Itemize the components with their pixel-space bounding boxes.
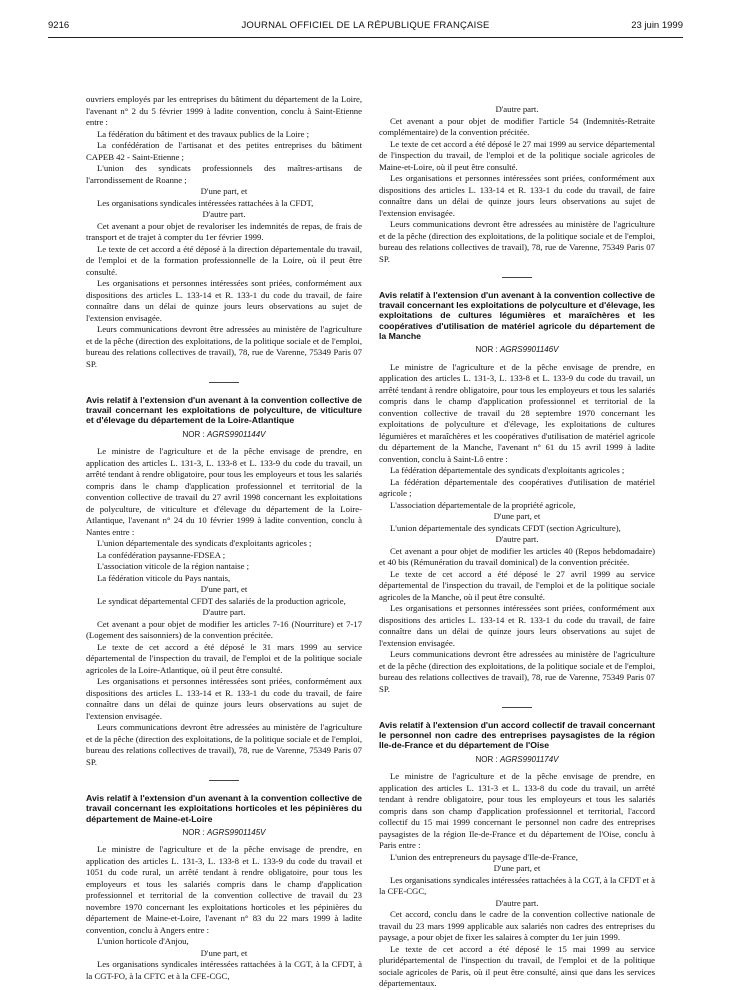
paragraph: Les organisations et personnes intéressées sont priées, conformément aux dispositions des articles L. 133-14 et R. 133-1 du code du travail, de faire connaître dans un délai de quinze jours leurs observations au sujet de l'extension envisagée. — [379, 173, 655, 218]
paragraph: L'association départementale de la propriété agricole, — [390, 499, 576, 510]
nor-code: AGRS9901144V — [206, 429, 266, 439]
paragraph: D'une part, et — [200, 584, 248, 595]
paragraph: Le ministre de l'agriculture et de la pêche envisage de prendre, en application des articles L. 131-3 et L. 133-8 du code du travail, un arrêté tendant à rendre obligatoire, pour tous les employeurs et tous les salariés compris dans son champ d'application professionnel et territorial, l'accord collectif du 15 mai 1999 concernant le personnel non cadre des entreprises paysagistes de la région Ile-de-France et du département de l'Oise, conclu à Paris entre : — [379, 771, 655, 851]
paragraph: D'une part, et — [200, 186, 248, 196]
nor-reference — [379, 754, 655, 766]
page-header — [48, 20, 683, 38]
paragraph: L'union horticole d'Anjou, — [97, 936, 189, 947]
paragraph: Le ministre de l'agriculture et de la pêche envisage de prendre, en application des articles L. 131-3, L. 133-8 et L. 133-9 du code du travail, un arrêté tendant à rendre obligatoire, pour tous les employeurs et tous les salariés compris dans le champ d'application professionnel et territorial de la convention collective de travail du 28 septembre 1970 concernant les exploitations de polyculture et d'élevage, les exploitations de cultures légumières et maraîchères et les coopératives d'utilisation de matériel agricole du département de la Manche, l'avenant n° 61 du 15 avril 1999 à ladite convention, conclu à Saint-Lô entre : — [379, 361, 655, 464]
nor-label: NOR : — [475, 345, 498, 355]
paragraph: D'autre part. — [495, 897, 539, 908]
paragraph: Leurs communications devront être adressées au ministère de l'agriculture et de la pêche (direction des exploitations, de la politique sociale et de l'emploi, bureau des relations collectives de travail), 78, rue de Varenne, 75349 Paris 07 SP. — [379, 649, 655, 694]
nor-reference — [86, 827, 362, 839]
left-column — [86, 94, 362, 982]
paragraph: Les organisations et personnes intéressées sont priées, conformément aux dispositions des articles L. 133-14 et R. 133-1 du code du travail, de faire connaître dans un délai de quinze jours leurs observations au sujet de l'extension envisagée. — [379, 603, 655, 648]
paragraph: La fédération départementale des coopératives d'utilisation de matériel agricole ; — [379, 476, 655, 499]
paragraph: ouvriers employés par les entreprises du bâtiment du département de la Loire, l'avenant n° 2 du 5 février 1999 à ladite convention, conclu à Saint-Etienne entre : — [86, 94, 362, 127]
nor-code: AGRS9901174V — [499, 754, 559, 764]
nor-code: AGRS9901146V — [499, 345, 559, 355]
section-divider — [502, 277, 532, 278]
right-column — [379, 104, 655, 990]
nor-code: AGRS9901145V — [206, 827, 266, 837]
paragraph: D'autre part. — [202, 209, 246, 219]
paragraph: Le texte de cet accord a été déposé le 27 avril 1999 au service départemental de l'inspection du travail, de l'emploi et de la politique sociale agricoles de la Manche, où il peut être consulté. — [379, 568, 655, 602]
paragraph: Le ministre de l'agriculture et de la pêche envisage de prendre, en application des articles L. 131-3, L. 133-8 et L. 133-9 du code du travail, un arrêté tendant à rendre obligatoire, pour tous les employeurs et tous les salariés compris dans le champ d'application professionnel et territorial de la convention collective de travail du 27 avril 1998 concernant les exploitations de polyculture, de viticulture et d'élevage du département de la Loire-Atlantique, l'avenant n° 24 du 10 février 1999 à ladite convention, conclu à Nantes entre : — [86, 446, 362, 537]
paragraph: Le texte de cet accord a été déposé le 31 mars 1999 au service départemental de l'inspection du travail, de l'emploi et de la politique sociale agricoles de la Loire-Atlantique, où il peut être consulté. — [86, 641, 362, 675]
paragraph: D'autre part. — [495, 534, 539, 545]
paragraph: Cet avenant a pour objet de modifier les articles 7-16 (Nourriture) et 7-17 (Logement des saisonniers) de la convention précitée. — [86, 618, 362, 641]
issue-date: 23 juin 1999 — [631, 20, 683, 31]
paragraph: L'union des syndicats professionnels des maîtres-artisans de l'arrondissement de Roanne ; — [86, 163, 362, 185]
header-rule — [48, 37, 683, 38]
paragraph: Le texte de cet accord a été déposé le 15 mai 1999 au service pluridépartemental de l'inspection du travail, de l'emploi et de la politique sociale agricoles de Paris, où il peut être consulté, ainsi que dans les services départementaux. — [379, 943, 655, 989]
paragraph: Cet avenant a pour objet de modifier l'article 54 (Indemnités-Retraite complémentaire) de la convention précitée. — [379, 115, 655, 137]
page-number: 9216 — [48, 20, 70, 31]
paragraph: La confédération de l'artisanat et des petites entreprises du bâtiment CAPEB 42 - Saint-Etienne ; — [86, 140, 362, 162]
section-title: Avis relatif à l'extension d'un accord collectif de travail concernant le personnel non cadre des entreprises paysagistes de la région Ile-de-France et du département de l'Oise — [379, 720, 655, 751]
paragraph: Cet avenant a pour objet de modifier les articles 40 (Repos hebdomadaire) et 40 bis (Rémunération du travail dominical) de la convention précitée. — [379, 545, 655, 568]
paragraph: Le ministre de l'agriculture et de la pêche envisage de prendre, en application des articles L. 131-3, L. 133-8 et L. 133-9 du code du travail et 1051 du code rural, un arrêté tendant à rendre obligatoire, pour tous les employeurs et tous les salariés compris dans le champ d'application professionnel et territorial de la convention collective de travail du 23 novembre 1970 concernant les exploitations horticoles et les pépinières du département de Maine-et-Loire, l'avenant n° 83 du 22 mars 1999 à ladite convention, conclu à Angers entre : — [86, 844, 362, 935]
section-title: Avis relatif à l'extension d'un avenant à la convention collective de travail concernant les exploitations de polyculture, de viticulture et d'élevage du département de la Loire-Atlantique — [86, 395, 362, 426]
nor-label: NOR : — [475, 754, 498, 764]
paragraph: Le texte de cet accord a été déposé le 27 mai 1999 au service départemental de l'inspection du travail, de l'emploi et de la politique sociale agricoles de Maine-et-Loire, où il peut être consulté. — [379, 138, 655, 172]
paragraph: D'une part, et — [200, 947, 248, 958]
section-title: Avis relatif à l'extension d'un avenant à la convention collective de travail concernant les exploitations de polyculture et d'élevage, les exploitations de cultures légumières et maraîchères et les coopératives d'utilisation de matériel agricole du département de la Manche — [379, 290, 655, 341]
paragraph: Leurs communications devront être adressées au ministère de l'agriculture et de la pêche (direction des exploitations, de la politique sociale et de l'emploi, bureau des relations collectives de travail), 78, rue de Varenne, 75349 Paris 07 SP. — [86, 722, 362, 767]
journal-title: JOURNAL OFFICIEL DE LA RÉPUBLIQUE FRANÇAISE — [241, 20, 490, 31]
nor-label: NOR : — [182, 429, 205, 439]
paragraph: Cet accord, conclu dans le cadre de la convention collective nationale de travail du 23 mars 1999 applicable aux salariés non cadres des entreprises du paysage, a pour objet de fixer les salaires à compter du 1er juin 1999. — [379, 909, 655, 943]
paragraph: Le syndicat départemental CFDT des salariés de la production agricole, — [97, 595, 346, 606]
paragraph: L'association viticole de la région nantaise ; — [97, 561, 250, 572]
paragraph: D'autre part. — [495, 104, 539, 114]
paragraph: Leurs communications devront être adressées au ministère de l'agriculture et de la pêche (direction des exploitations, de la politique sociale et de l'emploi, bureau des relations collectives de travail), 78, rue de Varenne, 75349 Paris 07 SP. — [379, 219, 655, 264]
nor-label: NOR : — [182, 827, 205, 837]
paragraph: Cet avenant a pour objet de revaloriser les indemnités de repas, de frais de transport et de trajet à compter du 1er février 1999. — [86, 220, 362, 242]
paragraph: Les organisations et personnes intéressées sont priées, conformément aux dispositions des articles L. 133-14 et R. 133-1 du code du travail, de faire connaître dans un délai de quinze jours leurs observations au sujet de l'extension envisagée. — [86, 278, 362, 323]
paragraph: L'union départementale des syndicats d'exploitants agricoles ; — [97, 538, 312, 549]
paragraph: Les organisations et personnes intéressées sont priées, conformément aux dispositions des articles L. 133-14 et R. 133-1 du code du travail, de faire connaître dans un délai de quinze jours leurs observations au sujet de l'extension envisagée. — [86, 676, 362, 721]
paragraph: La fédération du bâtiment et des travaux publics de la Loire ; — [97, 128, 310, 139]
paragraph: Les organisations syndicales intéressées rattachées à la CFDT, — [97, 197, 314, 208]
paragraph: L'union départementale des syndicats CFDT (section Agriculture), — [390, 522, 621, 533]
section-divider — [502, 707, 532, 708]
paragraph: La fédération viticole du Pays nantais, — [97, 572, 231, 583]
paragraph: Leurs communications devront être adressées au ministère de l'agriculture et de la pêche (direction des exploitations, de la politique sociale et de l'emploi, bureau des relations collectives de travail), 78, rue de Varenne, 75349 Paris 07 SP. — [86, 324, 362, 369]
paragraph: D'autre part. — [202, 607, 246, 618]
nor-reference — [86, 429, 362, 441]
paragraph: Les organisations syndicales intéressées rattachées à la CGT, à la CFDT, à la CGT-FO, à la CFTC et à la CFE-CGC, — [86, 959, 362, 981]
paragraph: D'une part, et — [493, 863, 541, 874]
paragraph: D'une part, et — [493, 511, 541, 522]
section-title: Avis relatif à l'extension d'un avenant à la convention collective de travail concernant les exploitations horticoles et les pépinières du département de Maine-et-Loire — [86, 793, 362, 824]
paragraph: Le texte de cet accord a été déposé à la direction départementale du travail, de l'emploi et de la formation professionnelle de la Loire, où il peut être consulté. — [86, 243, 362, 277]
nor-reference — [379, 344, 655, 356]
section-divider — [209, 382, 239, 383]
paragraph: Les organisations syndicales intéressées rattachées à la CGT, à la CFDT et à la CFE-CGC, — [379, 874, 655, 897]
paragraph: La fédération départementale des syndicats d'exploitants agricoles ; — [390, 465, 625, 476]
section-divider — [209, 780, 239, 781]
paragraph: L'union des entrepreneurs du paysage d'Ile-de-France, — [390, 851, 578, 862]
paragraph: La confédération paysanne-FDSEA ; — [97, 549, 226, 560]
